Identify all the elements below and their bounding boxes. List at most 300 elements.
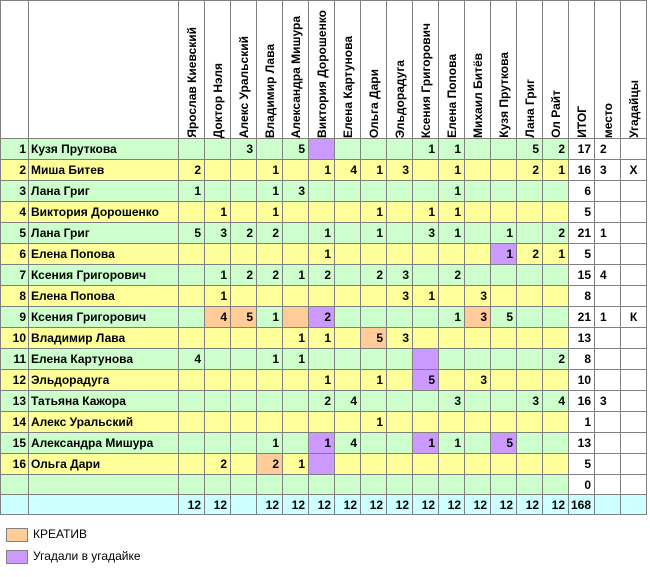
- score-cell: [179, 328, 205, 349]
- score-cell: 2: [543, 139, 569, 160]
- place-cell: [595, 328, 621, 349]
- column-header: [361, 1, 387, 139]
- score-cell: 5: [361, 328, 387, 349]
- column-header-label: Елена Картунова: [340, 35, 355, 138]
- score-cell: 2: [205, 454, 231, 475]
- totals-row: [1, 495, 647, 515]
- score-cell: [543, 328, 569, 349]
- score-cell: [257, 328, 283, 349]
- score-cell: [257, 475, 283, 495]
- score-cell: [205, 139, 231, 160]
- total-cell: 21: [569, 223, 595, 244]
- score-cell: [413, 160, 439, 181]
- row-number: 4: [1, 202, 29, 223]
- column-total-cell: 12: [413, 495, 439, 515]
- score-cell: [387, 349, 413, 370]
- total-cell: 15: [569, 265, 595, 286]
- score-cell: [387, 391, 413, 412]
- score-cell: 2: [179, 160, 205, 181]
- score-cell: [231, 412, 257, 433]
- legend-swatch-guessed: [6, 550, 28, 564]
- score-cell: [517, 475, 543, 495]
- column-header: [283, 1, 309, 139]
- score-cell: 5: [179, 223, 205, 244]
- column-header-label: Лана Григ: [522, 79, 537, 138]
- score-cell: [283, 244, 309, 265]
- table-row: [1, 370, 647, 391]
- total-cell: 5: [569, 244, 595, 265]
- score-cell: [543, 181, 569, 202]
- score-cell: [205, 349, 231, 370]
- table-row: [1, 286, 647, 307]
- score-cell: [179, 202, 205, 223]
- place-cell: [595, 454, 621, 475]
- column-total-cell: 12: [465, 495, 491, 515]
- score-cell: [283, 202, 309, 223]
- score-cell: [543, 433, 569, 454]
- score-cell: [387, 454, 413, 475]
- score-cell: [283, 433, 309, 454]
- score-cell: [335, 412, 361, 433]
- score-cell: 1: [491, 223, 517, 244]
- total-cell: 5: [569, 454, 595, 475]
- participant-name: Елена Попова: [29, 286, 179, 307]
- place-cell: [595, 349, 621, 370]
- score-cell: [283, 370, 309, 391]
- score-cell: [205, 391, 231, 412]
- score-cell: [387, 181, 413, 202]
- column-header-label-total: ИТОГ: [574, 106, 589, 138]
- score-cell: 4: [335, 433, 361, 454]
- total-cell: 0: [569, 475, 595, 495]
- place-cell: [595, 412, 621, 433]
- legend-swatch-creative: [6, 528, 28, 542]
- score-cell: [413, 328, 439, 349]
- score-cell: 4: [335, 160, 361, 181]
- score-cell: 3: [205, 223, 231, 244]
- score-cell: [517, 328, 543, 349]
- score-cell: [387, 139, 413, 160]
- score-cell: [257, 244, 283, 265]
- score-cell: [257, 370, 283, 391]
- column-header-total: [569, 1, 595, 139]
- column-header: [413, 1, 439, 139]
- score-cell: [335, 139, 361, 160]
- score-cell: [257, 391, 283, 412]
- column-header: [231, 1, 257, 139]
- score-cell: [231, 454, 257, 475]
- score-cell: 1: [309, 160, 335, 181]
- column-header: [517, 1, 543, 139]
- score-cell: [439, 475, 465, 495]
- score-cell: [465, 349, 491, 370]
- score-cell: [335, 307, 361, 328]
- score-cell: 1: [257, 307, 283, 328]
- score-cell: [361, 349, 387, 370]
- score-cell: 3: [387, 286, 413, 307]
- table-row: [1, 202, 647, 223]
- score-cell: [309, 475, 335, 495]
- score-cell: 1: [361, 160, 387, 181]
- score-cell: [283, 307, 309, 328]
- score-cell: [491, 349, 517, 370]
- score-cell: 3: [517, 391, 543, 412]
- score-cell: [543, 307, 569, 328]
- score-cell: 1: [413, 286, 439, 307]
- column-header: [335, 1, 361, 139]
- score-cell: [517, 349, 543, 370]
- score-cell: [231, 391, 257, 412]
- guesser-cell: [621, 412, 647, 433]
- score-cell: [179, 391, 205, 412]
- score-cell: [413, 412, 439, 433]
- column-header: [309, 1, 335, 139]
- place-cell: 1: [595, 307, 621, 328]
- row-number: 1: [1, 139, 29, 160]
- column-header-label: Елена Попова: [444, 54, 459, 138]
- legend-item-guessed: [6, 549, 141, 564]
- guesser-cell: [621, 181, 647, 202]
- column-total-cell: 12: [179, 495, 205, 515]
- column-header: [205, 1, 231, 139]
- score-cell: 1: [283, 265, 309, 286]
- guesser-cell: [621, 475, 647, 495]
- score-cell: [231, 181, 257, 202]
- score-cell: [517, 181, 543, 202]
- score-cell: 3: [413, 223, 439, 244]
- column-header: [257, 1, 283, 139]
- guesser-cell: [621, 391, 647, 412]
- score-cell: [387, 307, 413, 328]
- score-cell: [231, 286, 257, 307]
- score-cell: [491, 370, 517, 391]
- score-cell: [309, 181, 335, 202]
- score-cell: [413, 307, 439, 328]
- score-cell: [361, 307, 387, 328]
- score-cell: 1: [543, 244, 569, 265]
- score-cell: 1: [309, 328, 335, 349]
- table-row: [1, 139, 647, 160]
- score-cell: 1: [413, 139, 439, 160]
- score-cell: [491, 454, 517, 475]
- guesser-cell: [621, 328, 647, 349]
- column-header: [179, 1, 205, 139]
- score-cell: [517, 265, 543, 286]
- column-header-label: Алекс Уральский: [236, 35, 251, 138]
- score-cell: [491, 139, 517, 160]
- score-cell: 1: [439, 223, 465, 244]
- score-cell: [439, 370, 465, 391]
- score-cell: 1: [361, 202, 387, 223]
- column-header-label-guessers: Угадайцы: [626, 80, 641, 138]
- score-cell: 5: [231, 307, 257, 328]
- score-cell: [257, 412, 283, 433]
- score-cell: 2: [309, 307, 335, 328]
- score-cell: [361, 286, 387, 307]
- score-cell: 3: [387, 265, 413, 286]
- score-cell: 1: [439, 160, 465, 181]
- column-header-label: Александра Мишура: [288, 15, 303, 138]
- score-cell: [335, 286, 361, 307]
- row-number: 2: [1, 160, 29, 181]
- column-header-label-place: место: [600, 102, 615, 138]
- score-cell: [231, 475, 257, 495]
- score-cell: 2: [257, 454, 283, 475]
- row-number: 7: [1, 265, 29, 286]
- score-cell: [231, 202, 257, 223]
- guesser-cell: [621, 370, 647, 391]
- total-cell: 8: [569, 349, 595, 370]
- table-row: [1, 412, 647, 433]
- score-cell: 1: [413, 202, 439, 223]
- place-cell: [595, 181, 621, 202]
- table-row: [1, 244, 647, 265]
- participant-name: Елена Картунова: [29, 349, 179, 370]
- score-cell: [491, 475, 517, 495]
- score-cell: 1: [439, 202, 465, 223]
- table-row: [1, 328, 647, 349]
- column-header: [491, 1, 517, 139]
- row-number: 5: [1, 223, 29, 244]
- score-cell: [491, 265, 517, 286]
- score-cell: [543, 286, 569, 307]
- score-cell: [465, 454, 491, 475]
- score-cell: [491, 202, 517, 223]
- column-header-label: Владимир Лава: [262, 43, 277, 138]
- score-cell: 1: [283, 454, 309, 475]
- participant-name: Ольга Дари: [29, 454, 179, 475]
- table-row: [1, 349, 647, 370]
- score-cell: [205, 160, 231, 181]
- participant-name: Ксения Григорович: [29, 265, 179, 286]
- score-cell: [335, 223, 361, 244]
- score-cell: 1: [309, 244, 335, 265]
- score-cell: 2: [257, 223, 283, 244]
- score-cell: 4: [335, 391, 361, 412]
- score-cell: [543, 412, 569, 433]
- score-cell: [361, 181, 387, 202]
- table-row: [1, 160, 647, 181]
- score-cell: 1: [309, 433, 335, 454]
- score-cell: [179, 286, 205, 307]
- column-header: [543, 1, 569, 139]
- score-cell: [309, 202, 335, 223]
- score-cell: [283, 160, 309, 181]
- participant-name: Алекс Уральский: [29, 412, 179, 433]
- column-total-cell: 12: [439, 495, 465, 515]
- score-cell: [491, 391, 517, 412]
- place-cell: 4: [595, 265, 621, 286]
- score-cell: [205, 412, 231, 433]
- score-cell: [517, 307, 543, 328]
- score-cell: 4: [179, 349, 205, 370]
- score-cell: [179, 433, 205, 454]
- column-header-place: [595, 1, 621, 139]
- score-cell: [413, 265, 439, 286]
- score-cell: [335, 370, 361, 391]
- score-cell: [283, 412, 309, 433]
- score-cell: 1: [361, 370, 387, 391]
- empty-row: [1, 475, 647, 495]
- score-cell: [543, 202, 569, 223]
- score-cell: [387, 223, 413, 244]
- score-cell: 1: [257, 433, 283, 454]
- score-cell: [465, 475, 491, 495]
- score-cell: [543, 454, 569, 475]
- score-cell: 1: [179, 181, 205, 202]
- score-cell: [413, 391, 439, 412]
- score-cell: [335, 454, 361, 475]
- score-cell: [465, 328, 491, 349]
- participant-name: Татьяна Кажора: [29, 391, 179, 412]
- score-cell: 3: [465, 286, 491, 307]
- column-total-cell: 12: [257, 495, 283, 515]
- score-cell: [361, 244, 387, 265]
- score-cell: 2: [517, 160, 543, 181]
- score-cell: [283, 286, 309, 307]
- legend-label-creative: КРЕАТИВ: [33, 527, 88, 541]
- total-cell: 5: [569, 202, 595, 223]
- score-cell: 5: [517, 139, 543, 160]
- score-cell: [465, 244, 491, 265]
- score-cell: 3: [387, 328, 413, 349]
- score-cell: 3: [465, 370, 491, 391]
- score-cell: [439, 412, 465, 433]
- score-cell: [231, 160, 257, 181]
- column-total-cell: 12: [361, 495, 387, 515]
- score-cell: [465, 412, 491, 433]
- row-number: 14: [1, 412, 29, 433]
- place-cell: [595, 244, 621, 265]
- score-cell: [361, 454, 387, 475]
- score-cell: [335, 181, 361, 202]
- score-cell: [465, 433, 491, 454]
- participant-name: Ксения Григорович: [29, 307, 179, 328]
- score-cell: 2: [543, 349, 569, 370]
- participant-name: [29, 495, 179, 515]
- place-cell: 2: [595, 139, 621, 160]
- column-header: [439, 1, 465, 139]
- table-row: [1, 433, 647, 454]
- score-cell: 3: [283, 181, 309, 202]
- legend-item-creative: [6, 527, 87, 542]
- place-cell: [595, 202, 621, 223]
- guesser-cell: [621, 454, 647, 475]
- score-cell: [361, 475, 387, 495]
- row-number: 6: [1, 244, 29, 265]
- score-cell: [439, 244, 465, 265]
- score-cell: [283, 223, 309, 244]
- row-number: 12: [1, 370, 29, 391]
- score-cell: [517, 454, 543, 475]
- column-total-cell: 12: [205, 495, 231, 515]
- column-total-cell: 12: [491, 495, 517, 515]
- score-cell: [543, 265, 569, 286]
- score-cell: [283, 475, 309, 495]
- score-cell: 5: [491, 433, 517, 454]
- score-cell: 1: [439, 139, 465, 160]
- guesser-cell: [621, 495, 647, 515]
- score-cell: 2: [309, 391, 335, 412]
- score-cell: 1: [413, 433, 439, 454]
- score-cell: [335, 202, 361, 223]
- row-number: 11: [1, 349, 29, 370]
- column-header-label: Ольга Дари: [366, 68, 381, 138]
- place-cell: 3: [595, 391, 621, 412]
- score-cell: [465, 139, 491, 160]
- total-cell: 21: [569, 307, 595, 328]
- total-cell: 10: [569, 370, 595, 391]
- participant-name: Эльдорадуга: [29, 370, 179, 391]
- participant-name: Владимир Лава: [29, 328, 179, 349]
- score-cell: [309, 454, 335, 475]
- score-cell: [517, 412, 543, 433]
- column-header-label: Доктор Нэля: [210, 62, 225, 138]
- score-cell: 1: [439, 433, 465, 454]
- score-cell: [361, 433, 387, 454]
- score-cell: 2: [361, 265, 387, 286]
- score-cell: [543, 475, 569, 495]
- score-cell: 2: [231, 265, 257, 286]
- column-header-guessers: [621, 1, 647, 139]
- header-row: [1, 1, 647, 139]
- score-cell: [179, 412, 205, 433]
- total-cell: 13: [569, 328, 595, 349]
- column-total-cell: 12: [283, 495, 309, 515]
- score-cell: [231, 349, 257, 370]
- score-cell: [309, 412, 335, 433]
- grand-total-cell: 168: [569, 495, 595, 515]
- score-cell: [439, 349, 465, 370]
- place-cell: [595, 433, 621, 454]
- score-cell: [491, 181, 517, 202]
- score-cell: [335, 328, 361, 349]
- score-cell: [465, 223, 491, 244]
- score-cell: 2: [543, 223, 569, 244]
- score-cell: [179, 244, 205, 265]
- column-total-cell: 12: [543, 495, 569, 515]
- score-cell: 1: [205, 265, 231, 286]
- participant-name: Кузя Пруткова: [29, 139, 179, 160]
- score-cell: 1: [543, 160, 569, 181]
- place-cell: 3: [595, 160, 621, 181]
- score-cell: 1: [283, 349, 309, 370]
- guesser-cell: [621, 265, 647, 286]
- score-cell: 5: [491, 307, 517, 328]
- score-cell: [179, 307, 205, 328]
- participant-name: Лана Григ: [29, 181, 179, 202]
- guesser-cell: [621, 244, 647, 265]
- score-cell: 1: [257, 202, 283, 223]
- guesser-cell: Х: [621, 160, 647, 181]
- place-cell: 1: [595, 223, 621, 244]
- score-cell: [231, 370, 257, 391]
- score-cell: [517, 202, 543, 223]
- table-row: [1, 391, 647, 412]
- score-cell: [179, 454, 205, 475]
- score-cell: [231, 244, 257, 265]
- score-cell: [517, 433, 543, 454]
- score-cell: 2: [309, 265, 335, 286]
- column-header: [465, 1, 491, 139]
- score-cell: [413, 454, 439, 475]
- header-number-cell: [1, 1, 29, 139]
- score-cell: [205, 433, 231, 454]
- score-cell: [205, 475, 231, 495]
- score-cell: [439, 328, 465, 349]
- column-total-cell: 12: [335, 495, 361, 515]
- score-cell: [231, 433, 257, 454]
